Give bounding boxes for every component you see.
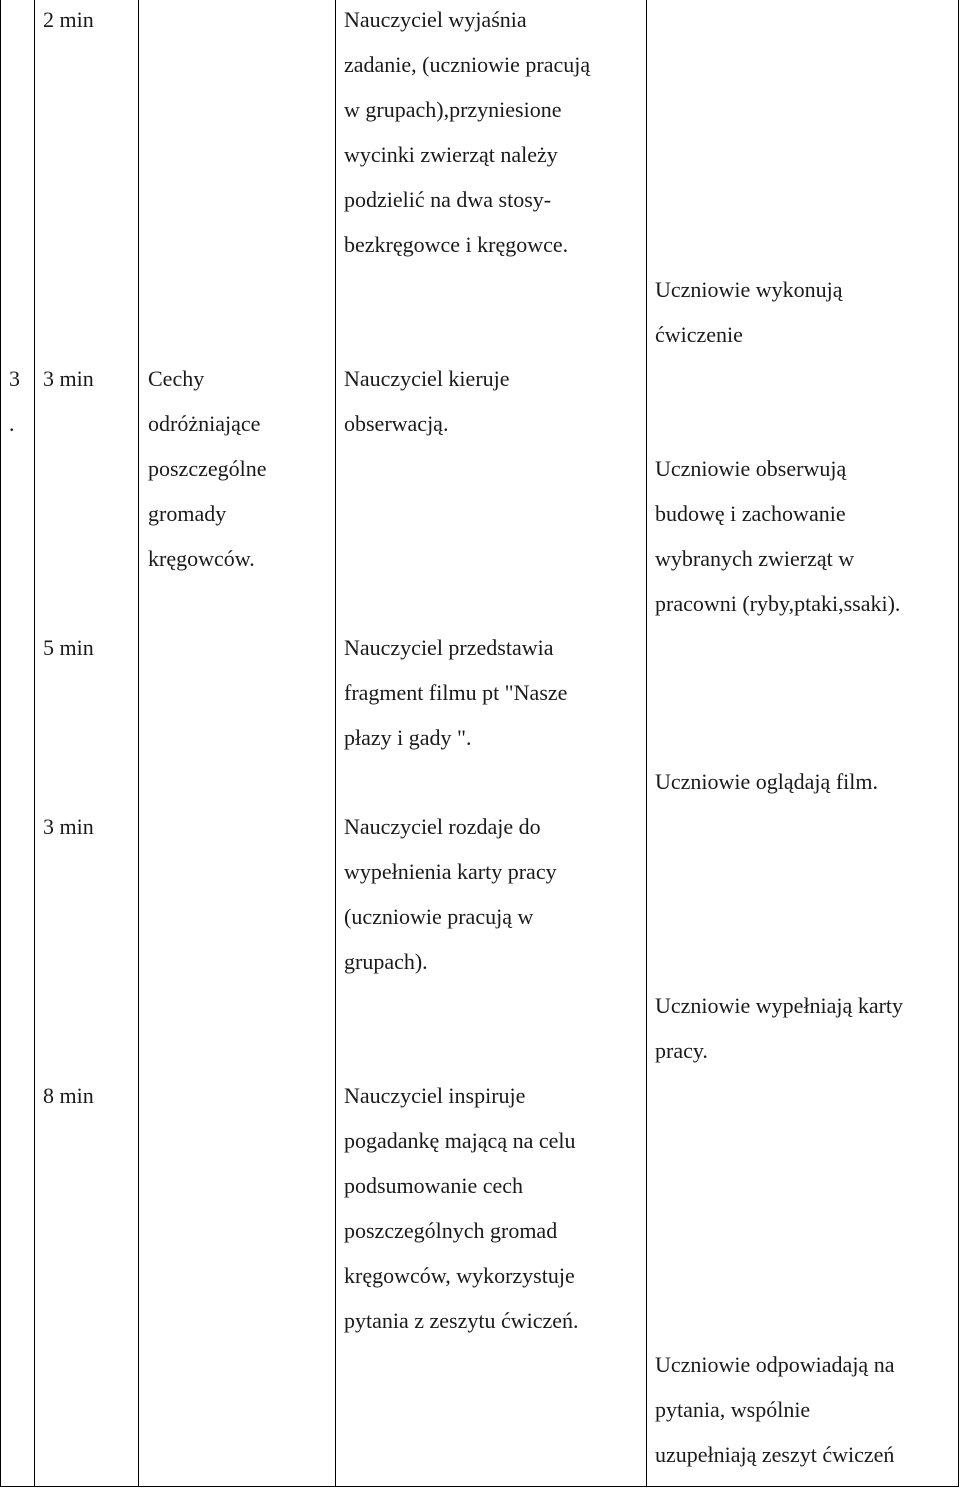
step2-time: 5 min	[43, 635, 94, 660]
column-border-right	[958, 0, 959, 1486]
row1-time: 2 min	[43, 7, 94, 32]
row2-number: 3 .	[9, 366, 20, 436]
column-border-left	[0, 0, 1, 1486]
column-border-teacher	[646, 0, 647, 1486]
step2-teacher-activity: Nauczyciel przedstawia fragment filmu pt "Nasze płazy i gady ".	[344, 635, 568, 750]
row-border-bottom	[0, 1486, 959, 1487]
step4-student-activity: Uczniowie odpowiadają na pytania, wspólnie uzupełniają zeszyt ćwiczeń	[655, 1352, 895, 1467]
step3-teacher-activity: Nauczyciel rozdaje do wypełnienia karty pracy (uczniowie pracują w grupach).	[344, 814, 557, 974]
column-border-topic	[335, 0, 336, 1486]
step1-time: 3 min	[43, 366, 94, 391]
column-border-number	[34, 0, 35, 1486]
row1-student-activity: Uczniowie wykonują ćwiczenie	[655, 277, 843, 347]
row1-teacher-activity: Nauczyciel wyjaśnia zadanie, (uczniowie pracują w grupach),przyniesione wycinki zwierząt należy podzielić na dwa stosy- bezkręgowce i kręgowce.	[344, 7, 591, 257]
step4-teacher-activity: Nauczyciel inspiruje pogadankę mającą na celu podsumowanie cech poszczególnych gromad kręgowców, wykorzystuje pytania z zeszytu ćwiczeń.	[344, 1083, 579, 1333]
step3-time: 3 min	[43, 814, 94, 839]
step2-student-activity: Uczniowie oglądają film.	[655, 769, 878, 794]
step1-teacher-activity: Nauczyciel kieruje obserwacją.	[344, 366, 510, 436]
step1-student-activity: Uczniowie obserwują budowę i zachowanie wybranych zwierząt w pracowni (ryby,ptaki,ssaki).	[655, 456, 901, 616]
step3-student-activity: Uczniowie wypełniają karty pracy.	[655, 993, 904, 1063]
row2-topic: Cechy odróżniające poszczególne gromady kręgowców.	[148, 366, 267, 571]
column-border-time	[138, 0, 139, 1486]
step4-time: 8 min	[43, 1083, 94, 1108]
